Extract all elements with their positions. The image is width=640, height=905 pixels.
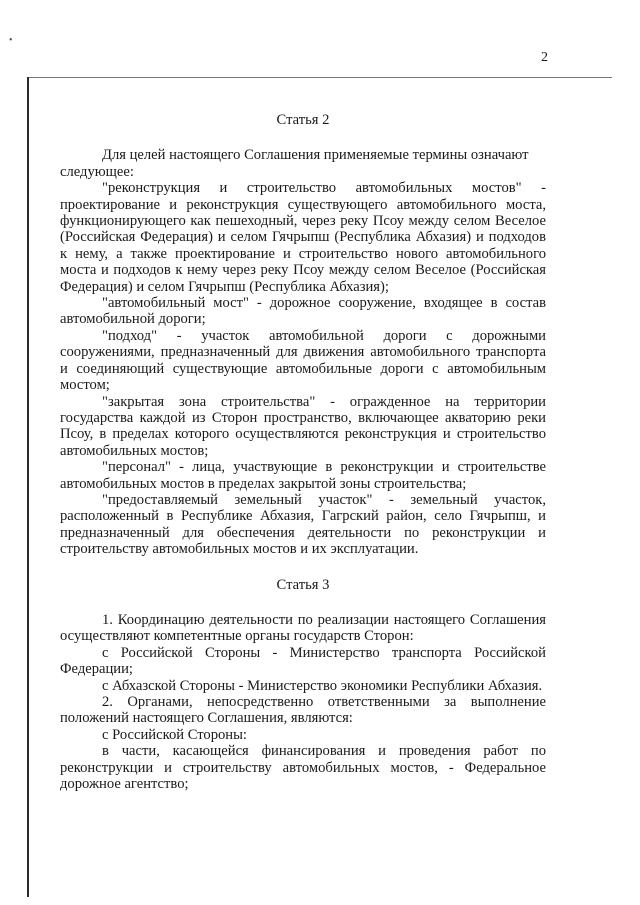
term-approach: "подход" - участок автомобильной дороги с дорожными сооружениями, предназначенный для движения автомобильного транспорта и соединяющий существующие автомобильные дороги с автомобильным мостом; xyxy=(60,327,546,394)
term-reconstruction: "реконструкция и строительство автомобильных мостов" - проектирование и реконструкция существующего автомобильного моста, функционирующего как пешеходный, через реку Псоу между селом Веселое (Российская Федерация) и селом Гячрыпш (Республика Абхазия) и подходов к нему, а также проектирование и строительство нового автомобильного моста и подходов к нему через реку Псоу между селом Веселое (Российская Федерация) и селом Гячрыпш (Республика Абхазия); xyxy=(60,180,546,295)
document-body xyxy=(60,112,546,792)
article-3-abkhaz-side: с Абхазской Стороны - Министерство экономики Республики Абхазия. xyxy=(102,677,543,694)
article-2-intro: Для целей настоящего Соглашения применяемые термины означают xyxy=(102,147,529,164)
page-number: 2 xyxy=(541,50,548,65)
article-3-financing: в части, касающейся финансирования и проведения работ по реконструкции и строительству автомобильных мостов, - Федеральное дорожное агентство; xyxy=(60,743,546,793)
article-2-intro-cont: следующее: xyxy=(60,163,134,180)
term-closed-zone: "закрытая зона строительства" - огражденное на территории государства каждой из Сторон пространство, включающее акваторию реки Псоу, в пределах которого осуществляются реконструкция и строительство автомобильных мостов; xyxy=(60,393,546,459)
term-land-plot: "предоставляемый земельный участок" - земельный участок, расположенный в Республике Абхазия, Гагрский район, село Гячрыпш, и предназначенный для обеспечения деятельности по реконструкции и строительству автомобильных мостов и их эксплуатации. xyxy=(60,491,546,558)
article-3-russian-side-2: с Российской Стороны: xyxy=(102,726,247,743)
article-3-clause-1: 1. Координацию деятельности по реализации настоящего Соглашения осуществляют компетентные органы государств Сторон: xyxy=(60,611,546,645)
article-2-heading: Статья 2 xyxy=(276,112,330,128)
term-personnel: "персонал" - лица, участвующие в реконструкции и строительстве автомобильных мостов в пределах закрытой зоны строительства; xyxy=(60,459,546,492)
article-3-russian-side: с Российской Стороны - Министерство транспорта Российской Федерации; xyxy=(60,644,546,678)
article-3-clause-2: 2. Органами, непосредственно ответственными за выполнение положений настоящего Соглашения, являются: xyxy=(60,694,546,727)
page-border-top xyxy=(27,77,612,78)
scan-mark: • xyxy=(9,35,13,46)
page-border-left xyxy=(27,77,29,897)
article-3-heading: Статья 3 xyxy=(276,576,330,593)
term-bridge: "автомобильный мост" - дорожное сооружение, входящее в состав автомобильной дороги; xyxy=(60,295,546,328)
